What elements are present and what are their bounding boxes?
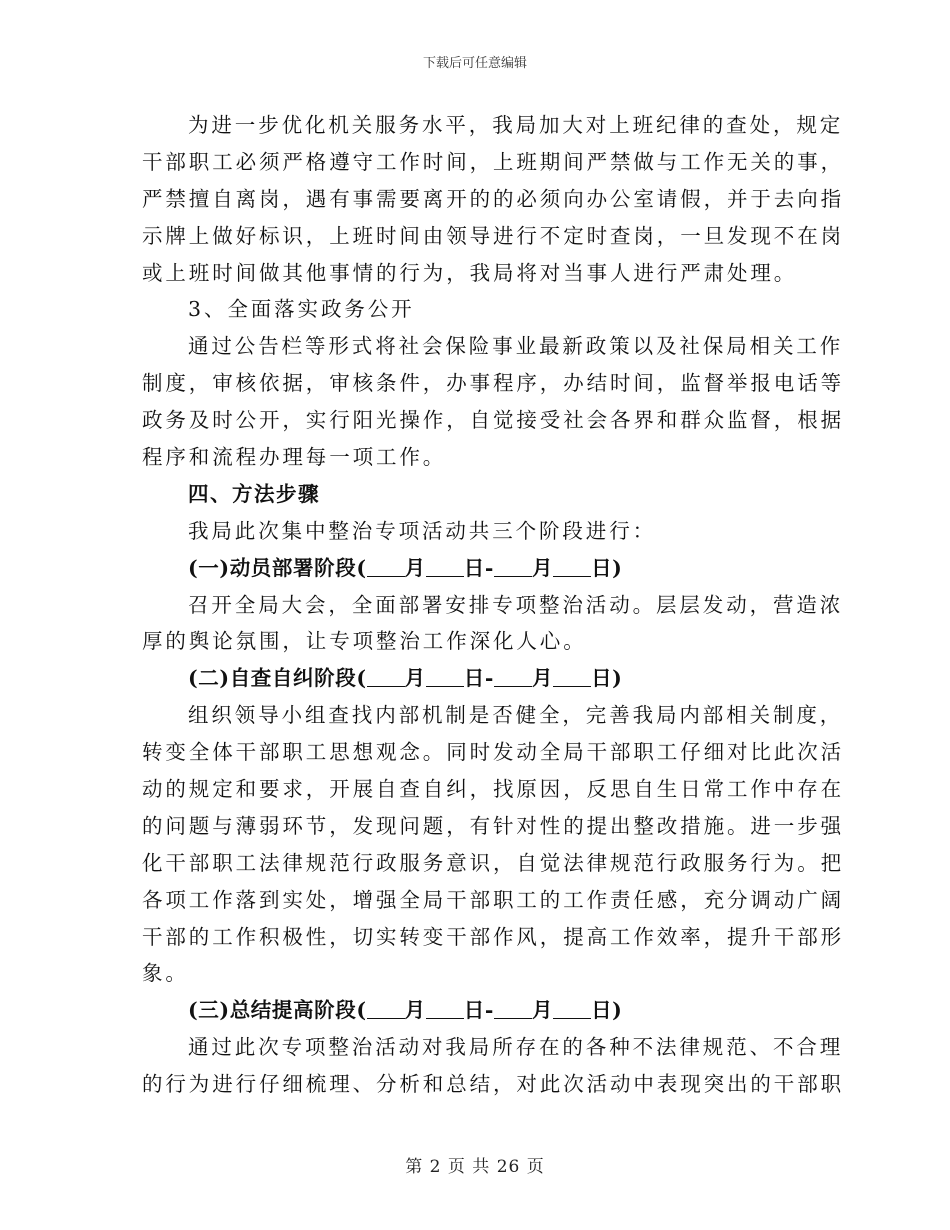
paragraph-line: 制度，审核依据，审核条件，办事程序，办结时间，监督举报电话等 — [142, 371, 844, 396]
paragraph-line: 严禁擅自离岗，遇有事需要离开的的必须向办公室请假，并于去向指 — [142, 186, 844, 211]
section-heading: 3、全面落实政务公开 — [188, 297, 415, 322]
stage-heading-2: (二)自查自纠阶段( 月 日- 月 日) — [188, 666, 623, 691]
paragraph-line: 召开全局大会，全面部署安排专项整治活动。层层发动，营造浓 — [188, 592, 844, 617]
stage-title: (二)自查自纠阶段 — [188, 666, 357, 691]
blank-line — [553, 998, 591, 1019]
stage-title: (一)动员部署阶段 — [188, 555, 357, 580]
stage-heading-3: (三)总结提高阶段( 月 日- 月 日) — [188, 998, 623, 1023]
blank-line — [367, 666, 405, 687]
paragraph-line: 示牌上做好标识，上班时间由领导进行不定时查岗，一旦发现不在岗 — [142, 223, 844, 248]
section-heading: 四、方法步骤 — [188, 481, 320, 506]
page-footer: 第 2 页 共 26 页 — [405, 1157, 545, 1177]
page-header: 下载后可任意编辑 — [422, 56, 527, 71]
document-body — [142, 107, 844, 1103]
paragraph-line: 通过公告栏等形式将社会保险事业最新政策以及社保局相关工作 — [188, 334, 844, 359]
blank-line — [426, 998, 464, 1019]
paragraph-line: 我局此次集中整治专项活动共三个阶段进行： — [188, 518, 656, 543]
paragraph-line: 厚的舆论氛围，让专项整治工作深化人心。 — [142, 629, 587, 654]
stage-title: (三)总结提高阶段 — [188, 998, 357, 1023]
paragraph-line: 通过此次专项整治活动对我局所存在的各种不法律规范、不合理 — [188, 1035, 844, 1060]
paragraph-line: 的问题与薄弱环节，发现问题，有针对性的提出整改措施。进一步强 — [142, 813, 844, 838]
blank-line — [494, 998, 532, 1019]
blank-line — [553, 556, 591, 577]
paragraph-line: 的行为进行仔细梳理、分析和总结，对此次活动中表现突出的干部职 — [142, 1072, 844, 1097]
paragraph-line: 各项工作落到实处，增强全局干部职工的工作责任感，充分调动广阔 — [142, 887, 844, 912]
blank-line — [367, 998, 405, 1019]
paragraph-line: 干部的工作积极性，切实转变干部作风，提高工作效率，提升干部形 — [142, 924, 844, 949]
paragraph-line: 动的规定和要求，开展自查自纠，找原因，反思自生日常工作中存在 — [142, 777, 844, 802]
blank-line — [494, 666, 532, 687]
paragraph-line: 转变全体干部职工思想观念。同时发动全局干部职工仔细对比此次活 — [142, 740, 844, 765]
paragraph-line: 为进一步优化机关服务水平，我局加大对上班纪律的查处，规定 — [188, 113, 844, 137]
blank-line — [426, 556, 464, 577]
paragraph-line: 化干部职工法律规范行政服务意识，自觉法律规范行政服务行为。把 — [142, 850, 844, 875]
paragraph-line: 程序和流程办理每一项工作。 — [142, 445, 447, 470]
blank-line — [494, 556, 532, 577]
paragraph-line: 政务及时公开，实行阳光操作，自觉接受社会各界和群众监督，根据 — [142, 408, 844, 433]
paragraph-line: 干部职工必须严格遵守工作时间，上班期间严禁做与工作无关的事， — [142, 149, 844, 174]
paragraph-line: 象。 — [142, 961, 189, 986]
blank-line — [553, 666, 591, 687]
blank-line — [367, 556, 405, 577]
stage-heading-1: (一)动员部署阶段( 月 日- 月 日) — [188, 555, 623, 580]
blank-line — [426, 666, 464, 687]
paragraph-line: 或上班时间做其他事情的行为，我局将对当事人进行严肃处理。 — [142, 260, 798, 285]
paragraph-line: 组织领导小组查找内部机制是否健全，完善我局内部相关制度， — [188, 703, 844, 728]
